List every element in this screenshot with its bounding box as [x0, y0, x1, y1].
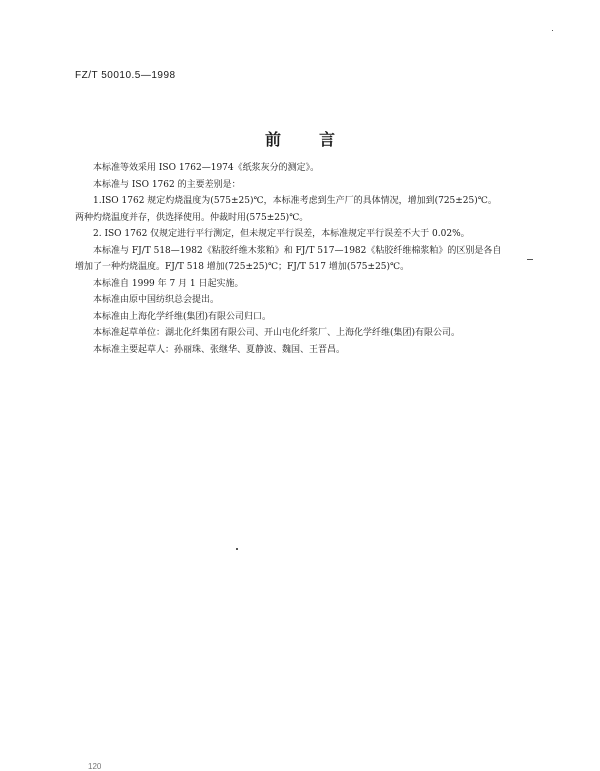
paragraph-fj-comparison-cont: 增加了一种灼烧温度。FJ/T 518 增加(725±25)℃；FJ/T 517 增加(575±25)℃。	[75, 262, 410, 272]
scan-speck	[236, 548, 238, 550]
paragraph-proposed-by: 本标准由原中国纺织总会提出。	[93, 295, 220, 305]
paragraph-administered-by: 本标准由上海化学纤维(集团)有限公司归口。	[93, 311, 272, 322]
paragraph-difference-2: 2. ISO 1762 仅规定进行平行测定，但未规定平行误差，本标准规定平行误差不大于 0.02%。	[93, 229, 470, 239]
page-title: 前言	[264, 130, 373, 149]
standard-number: FZ/T 50010.5—1998	[75, 70, 176, 81]
scan-speck	[527, 259, 533, 260]
page-number: 120	[88, 762, 102, 771]
paragraph-drafting-units: 本标准起草单位：湖北化纤集团有限公司、开山屯化纤浆厂、上海化学纤维(集团)有限公司。	[93, 328, 461, 338]
paragraph-difference-1-cont: 两种灼烧温度并存，供选择使用。仲裁时用(575±25)℃。	[75, 212, 309, 223]
paragraph-adoption: 本标准等效采用 ISO 1762—1974《纸浆灰分的测定》。	[93, 163, 320, 173]
paragraph-fj-comparison: 本标准与 FJ/T 518—1982《粘胶纤维木浆粕》和 FJ/T 517—1982《粘胶纤维棉浆粕》的区别是各自	[93, 245, 502, 256]
foreword-body	[75, 160, 545, 358]
paragraph-effective-date: 本标准自 1999 年 7 月 1 日起实施。	[93, 278, 244, 289]
paragraph-drafters: 本标准主要起草人：孙丽珠、张继华、夏静波、魏国、王晋昌。	[93, 344, 346, 355]
paragraph-differences-intro: 本标准与 ISO 1762 的主要差别是：	[93, 179, 241, 190]
paragraph-difference-1: 1.ISO 1762 规定灼烧温度为(575±25)℃，本标准考虑到生产厂的具体情况，增加到(725±25)℃。	[93, 196, 497, 206]
scan-speck	[552, 30, 553, 31]
